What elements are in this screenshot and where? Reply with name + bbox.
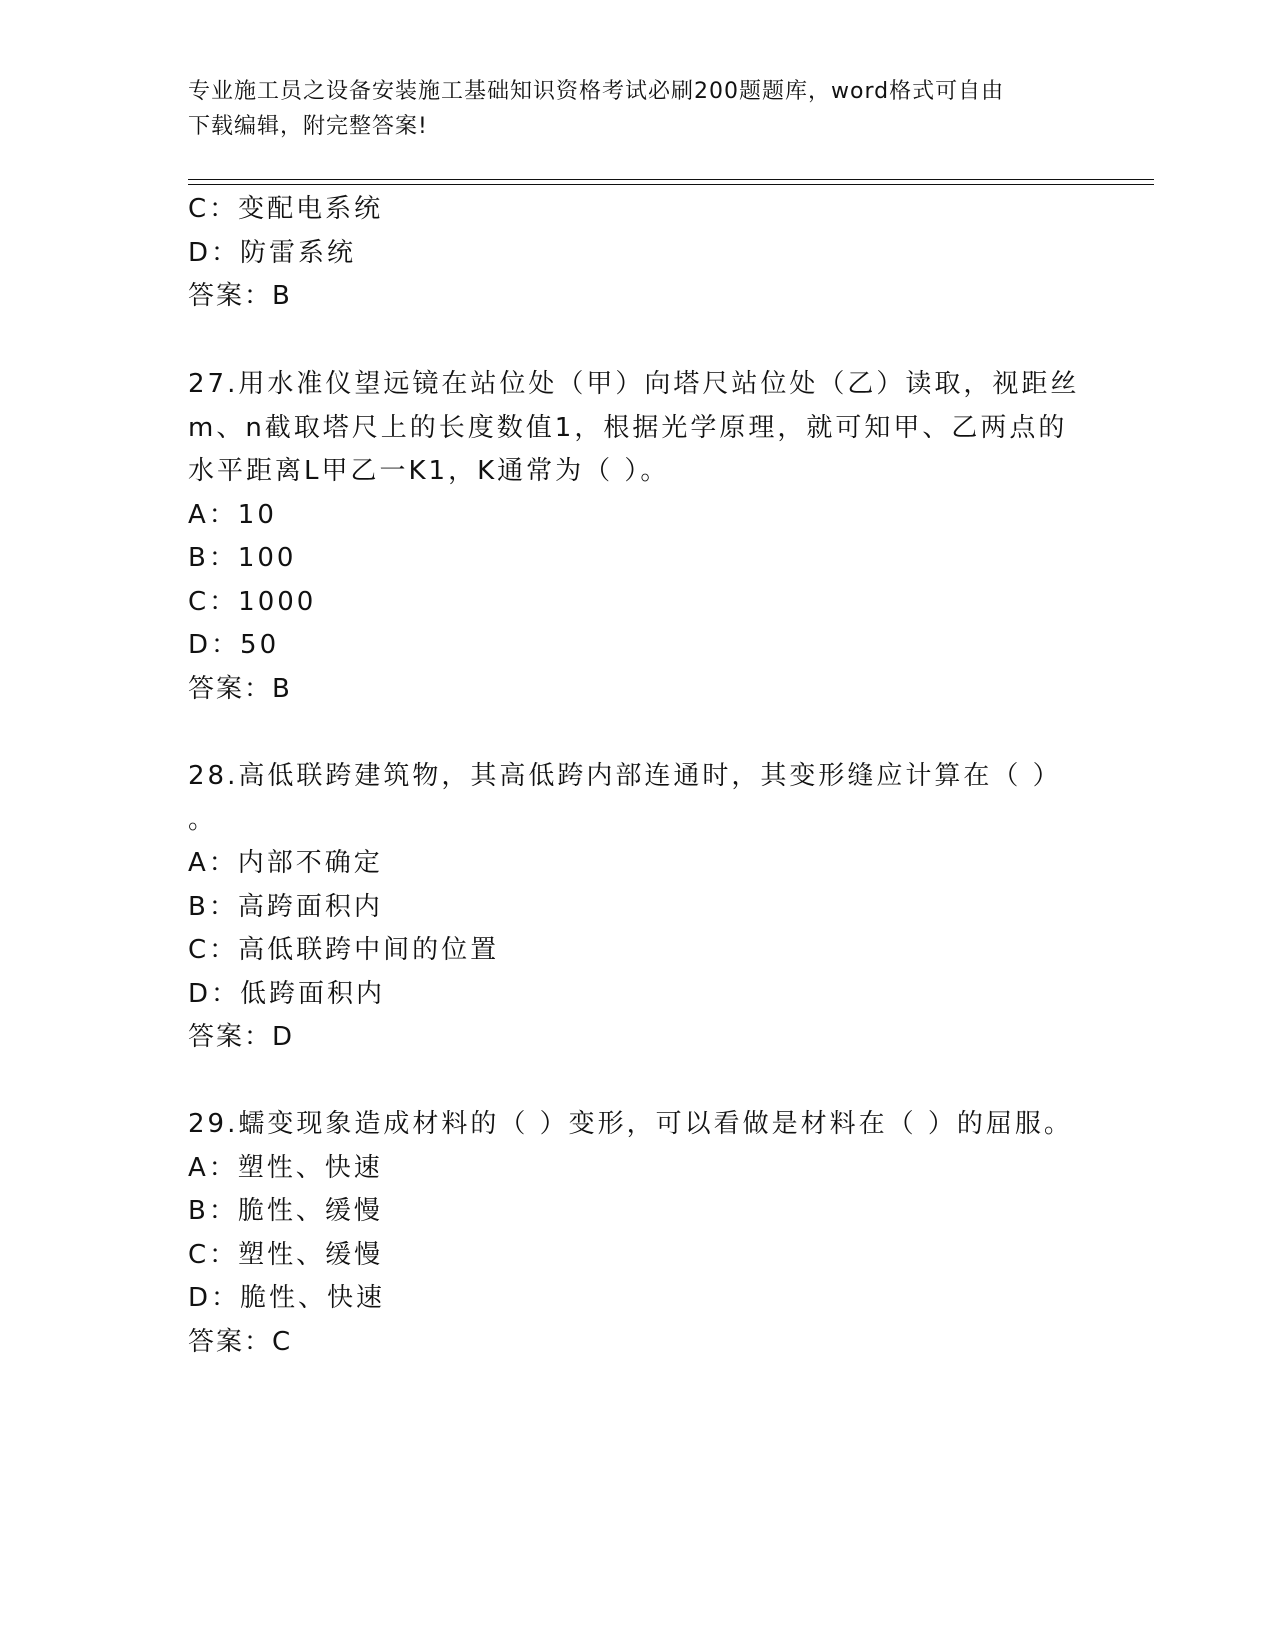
q28-option-b: B：高跨面积内 (188, 892, 383, 922)
q29-stem-line-1: 29.蠕变现象造成材料的（ ）变形，可以看做是材料在（ ）的屈服。 (188, 1109, 1073, 1139)
q28-option-d: D：低跨面积内 (188, 979, 386, 1009)
q29-option-d: D：脆性、快速 (188, 1283, 386, 1313)
q26-option-d: D：防雷系统 (188, 238, 357, 268)
q27-answer: 答案：B (188, 674, 292, 704)
header-divider-bottom (188, 184, 1154, 185)
q26-option-c: C：变配电系统 (188, 194, 384, 224)
q29-answer: 答案：C (188, 1327, 293, 1357)
header-line-2: 下载编辑，附完整答案! (188, 114, 428, 139)
q27-option-d: D：50 (188, 630, 280, 660)
q27-option-a: A：10 (188, 500, 277, 530)
q29-option-b: B：脆性、缓慢 (188, 1196, 383, 1226)
q27-option-b: B：100 (188, 543, 297, 573)
q26-answer: 答案：B (188, 281, 292, 311)
q29-option-c: C：塑性、缓慢 (188, 1240, 384, 1270)
q28-stem-line-1: 28.高低联跨建筑物，其高低跨内部连通时，其变形缝应计算在（ ） (188, 761, 1062, 791)
header-divider-top (188, 179, 1154, 180)
q28-option-a: A：内部不确定 (188, 848, 383, 878)
header-line-1: 专业施工员之设备安装施工基础知识资格考试必刷200题题库，word格式可自由 (188, 79, 1005, 104)
q29-option-a: A：塑性、快速 (188, 1153, 383, 1183)
q27-stem-line-3: 水平距离L甲乙一K1，K通常为（ ）。 (188, 456, 670, 486)
q27-stem-line-1: 27.用水准仪望远镜在站位处（甲）向塔尺站位处（乙）读取，视距丝 (188, 369, 1080, 399)
q28-stem-line-2: 。 (188, 805, 218, 835)
q28-answer: 答案：D (188, 1022, 295, 1052)
q28-option-c: C：高低联跨中间的位置 (188, 935, 500, 965)
document-header (188, 74, 1078, 144)
q27-option-c: C：1000 (188, 587, 317, 617)
q27-stem-line-2: m、n截取塔尺上的长度数值1，根据光学原理，就可知甲、乙两点的 (188, 413, 1068, 443)
